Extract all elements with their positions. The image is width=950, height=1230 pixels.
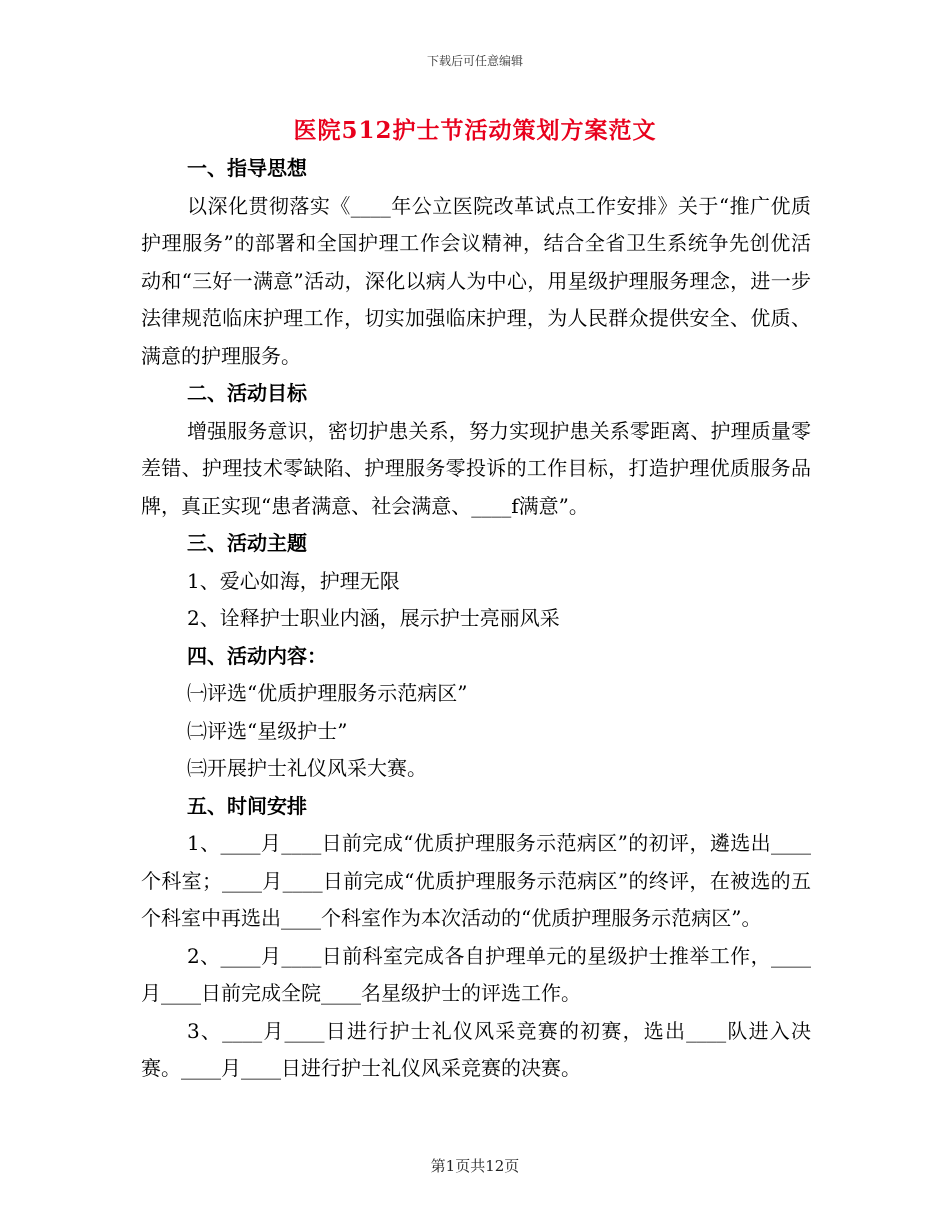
section-heading-2: 二、活动目标 — [187, 381, 307, 405]
section-1-paragraph: 以深化贯彻落实《____年公立医院改革试点工作安排》关于“推广优质护理服务”的部署和全国护理工作会议精神，结合全省卫生系统争先创优活动和“三好一满意”活动，深化以病人为中心，用星级护理服务理念，进一步法律规范临床护理工作，切实加强临床护理，为人民群众提供安全、优质、满意的护理服务。 — [141, 193, 811, 368]
content-item-1: ㈠评选“优质护理服务示范病区” — [187, 681, 468, 705]
document-title: 医院512护士节活动策划方案范文 — [293, 117, 657, 144]
schedule-item-2: 2、____月____日前科室完成各自护理单元的星级护士推举工作，____月____日前完成全院____名星级护士的评选工作。 — [141, 943, 811, 1005]
page-number: 第1页共12页 — [430, 1157, 520, 1175]
section-heading-5: 五、时间安排 — [187, 793, 307, 818]
header-note: 下载后可任意编辑 — [426, 54, 523, 68]
content-item-3: ㈢开展护士礼仪风采大赛。 — [187, 756, 427, 780]
content-item-2: ㈡评选“星级护士” — [187, 718, 348, 743]
document-body — [141, 150, 811, 1088]
schedule-item-3: 3、____月____日进行护士礼仪风采竞赛的初赛，选出____队进入决赛。____月____日进行护士礼仪风采竞赛的决赛。 — [141, 1018, 811, 1080]
section-2-paragraph: 增强服务意识，密切护患关系，努力实现护患关系零距离、护理质量零差错、护理技术零缺陷、护理服务零投诉的工作目标，打造护理优质服务品牌，真正实现“患者满意、社会满意、____f满意”。 — [141, 418, 811, 518]
section-heading-3: 三、活动主题 — [187, 531, 307, 555]
section-heading-4: 四、活动内容： — [187, 643, 327, 668]
schedule-item-1: 1、____月____日前完成“优质护理服务示范病区”的初评，遴选出____个科室；____月____日前完成“优质护理服务示范病区”的终评，在被选的五个科室中再选出____个科室作为本次活动的“优质护理服务示范病区”。 — [141, 831, 811, 930]
section-heading-1: 一、指导思想 — [187, 156, 307, 180]
theme-item-2: 2、诠释护士职业内涵，展示护士亮丽风采 — [187, 606, 560, 630]
theme-item-1: 1、爱心如海，护理无限 — [187, 568, 400, 593]
